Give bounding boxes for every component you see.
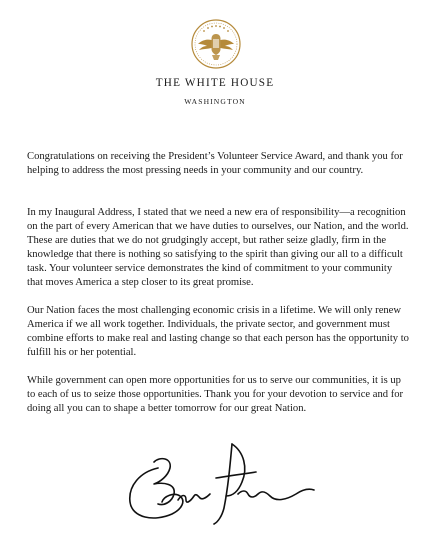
location-subtitle: WASHINGTON <box>184 97 246 106</box>
letter-paragraph-2: In my Inaugural Address, I stated that we need a new era of responsibility—a recognition on the part of every American that we have duties to ourselves, our Nation, and the world. These are duties that we do not grudgingly accept, but rather seize gladly, firm in the knowledge that there is nothing so satisfying to the spirit than giving our all to a difficult task. Your volunteer service demonstrates the kind of commitment to your community that moves America a step closer to its great promise. <box>27 207 409 289</box>
presidential-seal-icon <box>190 18 242 70</box>
letter-paragraph-4: While government can open more opportunities for us to serve our communities, it is up to each of us to seize those opportunities. Thank you for your devotion to service and for doing all you can to shape a better tomorrow for our great Nation. <box>27 375 404 415</box>
handwritten-signature-icon <box>120 438 320 534</box>
letter-paragraph-3: Our Nation faces the most challenging economic crisis in a lifetime. We will only renew America if we all work together. Individuals, the private sector, and government must combine efforts to make real and lasting change so that each person has the opportunity to fulfill his or her potential. <box>27 305 409 359</box>
letter-paragraph-1: Congratulations on receiving the President’s Volunteer Service Award, and thank you for helping to address the most pressing needs in your community and our country. <box>27 151 403 177</box>
organization-title: THE WHITE HOUSE <box>155 77 275 89</box>
